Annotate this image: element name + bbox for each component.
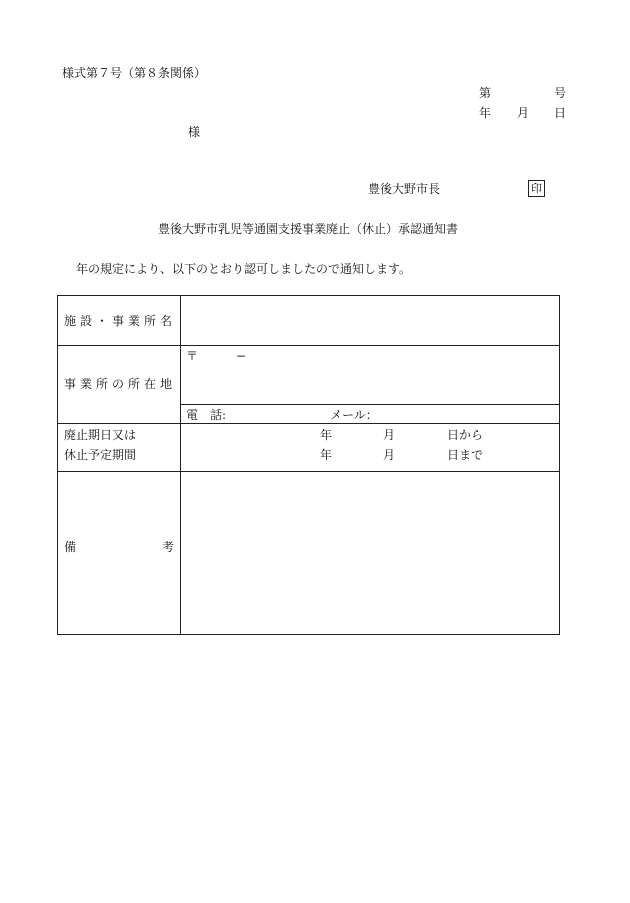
period-from-month: 月: [383, 428, 396, 442]
facility-name-field[interactable]: [186, 314, 551, 328]
period-from-year: 年: [320, 428, 333, 442]
form-number: 様式第７号（第８条関係）: [62, 66, 207, 80]
document-title: 豊後大野市乳児等通園支援事業廃止（休止）承認通知書: [158, 222, 459, 236]
email-label: メール：: [330, 408, 378, 422]
facility-name-label: 施設・事業所名: [64, 314, 177, 328]
column-divider: [180, 296, 181, 634]
period-to-year: 年: [320, 448, 333, 462]
remarks-label-left: 備: [64, 540, 77, 554]
addressee-suffix: 様: [188, 125, 201, 139]
seal-mark: 印: [528, 180, 545, 197]
date-month: 月: [517, 106, 530, 120]
postal-dash: −: [236, 349, 247, 363]
row-divider: [58, 345, 559, 346]
postal-mark: 〒: [186, 349, 199, 363]
row-divider: [58, 471, 559, 472]
form-table: [57, 295, 560, 635]
sender-title: 豊後大野市長: [368, 182, 441, 196]
phone-label: 電 話:: [186, 408, 227, 422]
location-label: 事業所の所在地: [64, 377, 177, 391]
doc-number-suffix: 号: [554, 86, 567, 100]
doc-number-prefix: 第: [479, 86, 492, 100]
address-field[interactable]: [186, 366, 551, 396]
row-divider: [58, 423, 559, 424]
period-to-day: 日まで: [447, 448, 484, 462]
period-to-month: 月: [383, 448, 396, 462]
period-label-line1: 廃止期日又は: [64, 428, 137, 442]
remarks-label-right: 考: [162, 540, 175, 554]
date-day: 日: [554, 106, 567, 120]
date-year: 年: [479, 106, 492, 120]
intro-text: 年の規定により、以下のとおり認可しましたので通知します。: [76, 262, 412, 276]
period-from-day: 日から: [447, 428, 484, 442]
period-label-line2: 休止予定期間: [64, 448, 137, 462]
row-divider: [180, 404, 559, 405]
remarks-field[interactable]: [186, 478, 551, 628]
